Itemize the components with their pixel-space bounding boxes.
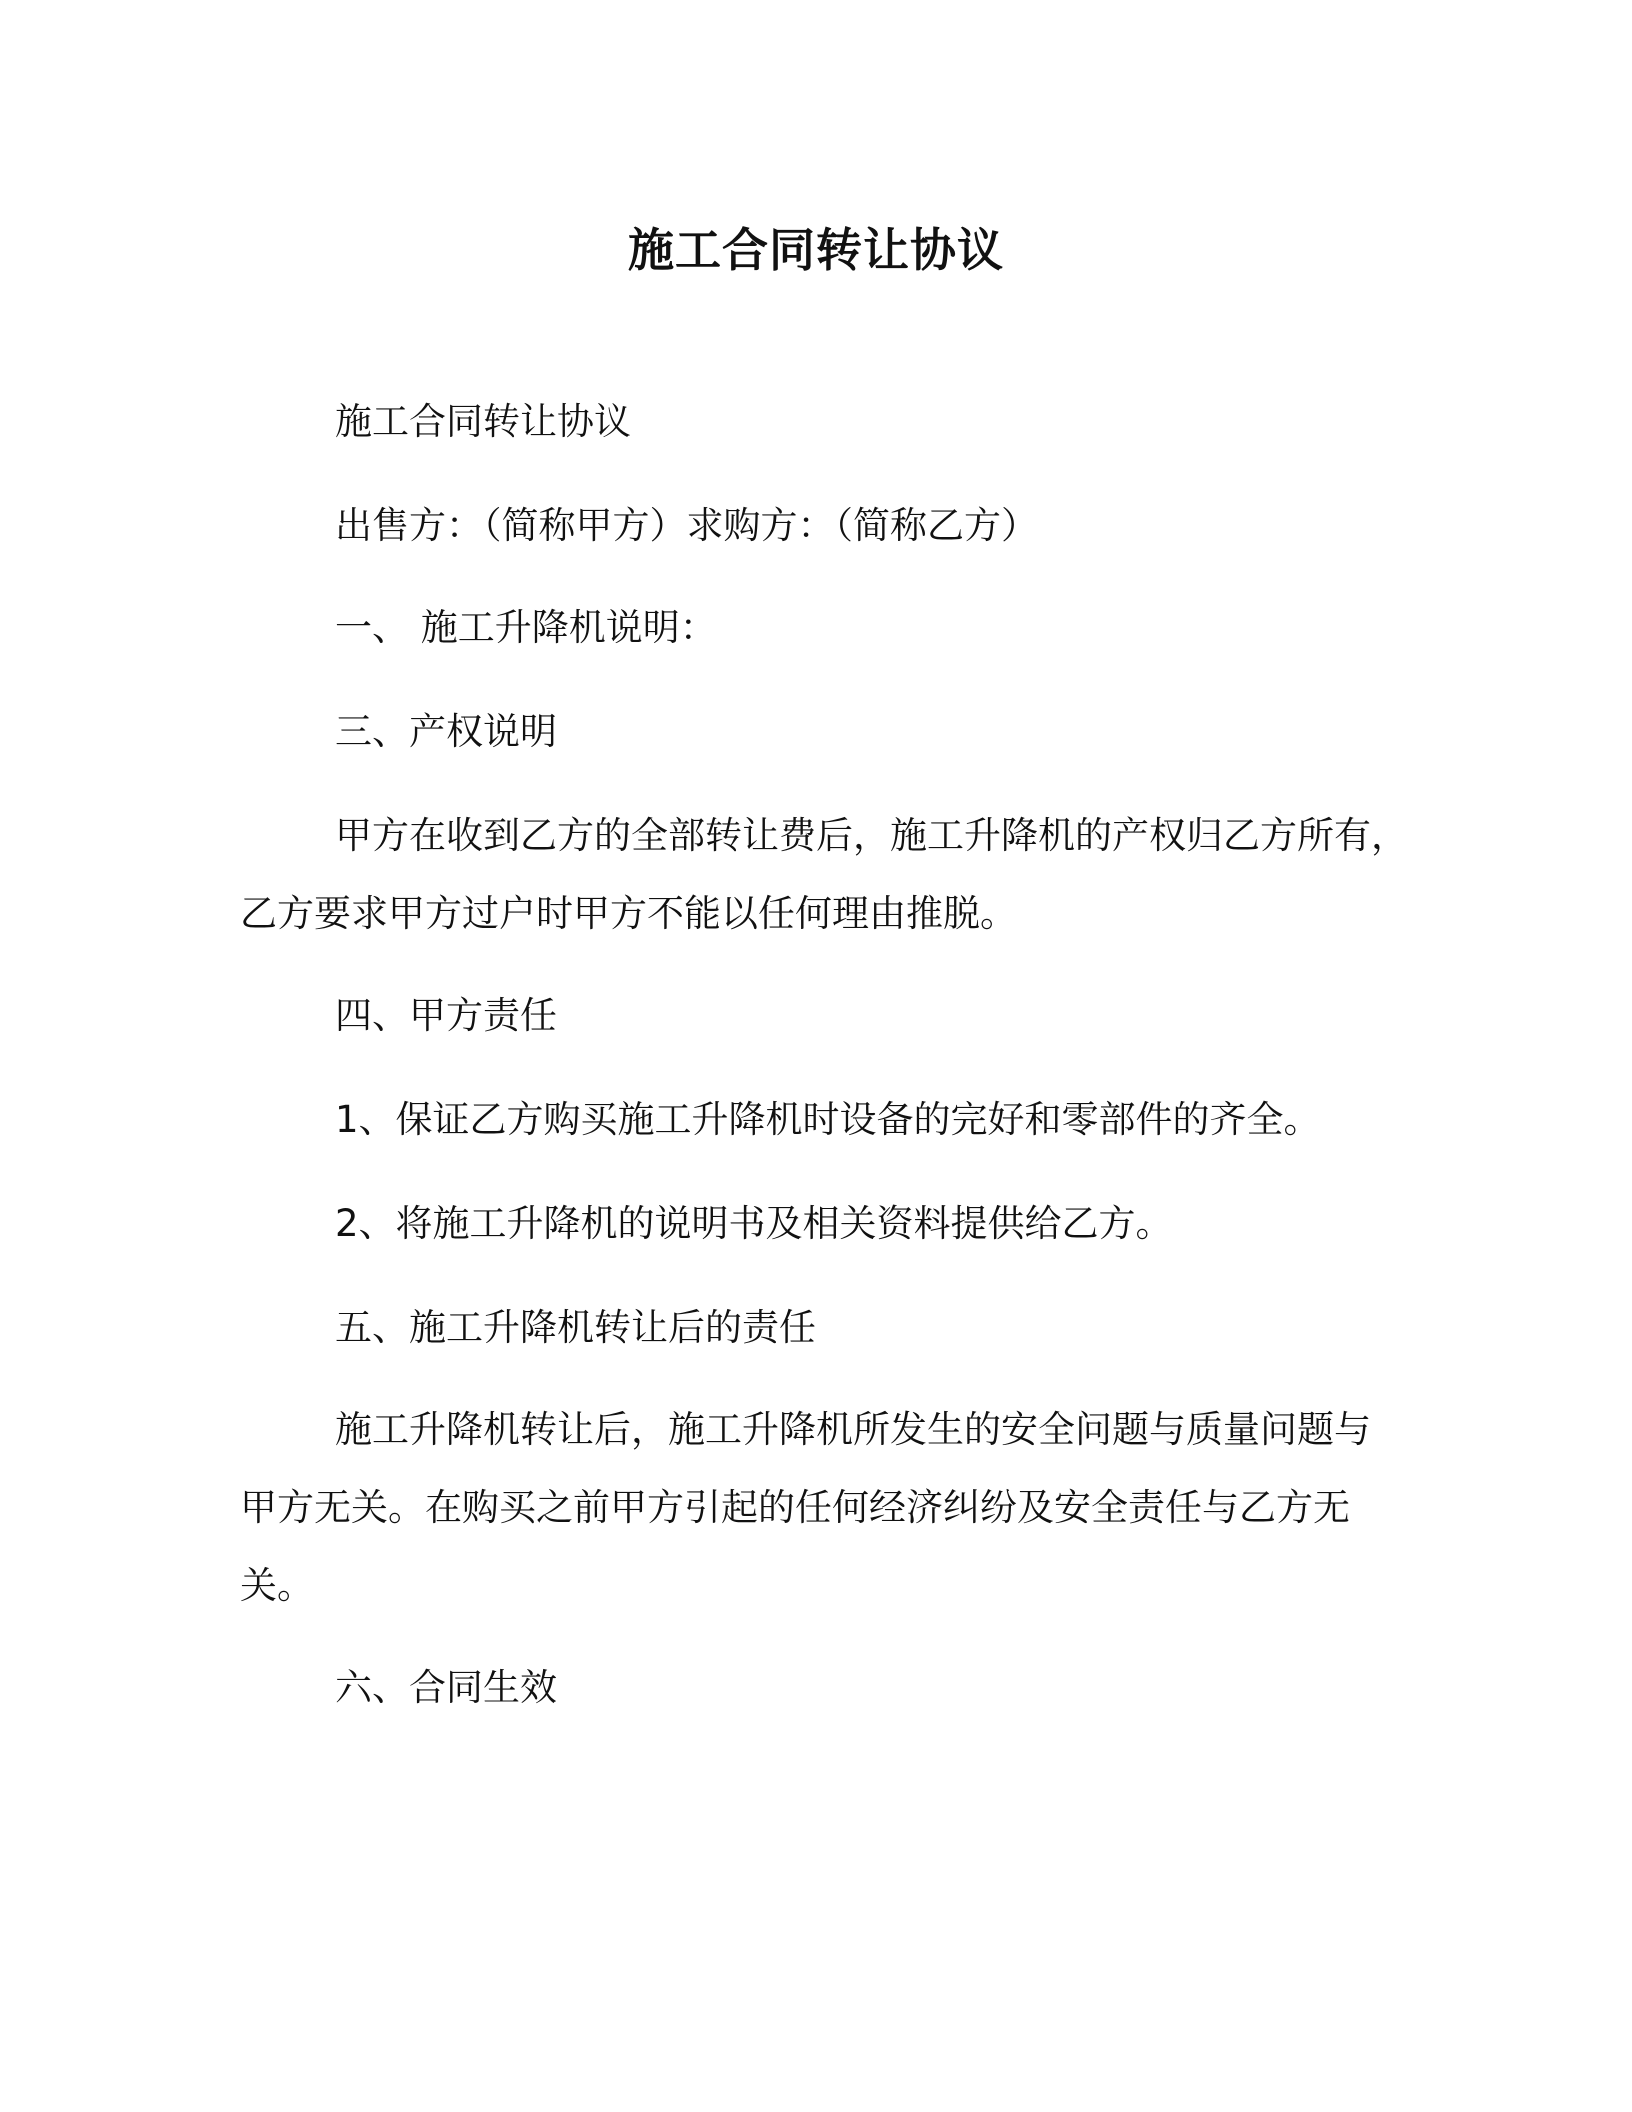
- paragraph-line: 关。: [240, 1564, 314, 1607]
- list-item: 2、将施工升降机的说明书及相关资料提供给乙方。: [335, 1202, 1173, 1245]
- document-title: 施工合同转让协议: [628, 223, 1004, 277]
- paragraph-line: 乙方要求甲方过户时甲方不能以任何理由推脱。: [240, 892, 1017, 935]
- section-heading-5: 五、施工升降机转让后的责任: [335, 1306, 816, 1349]
- paragraph-line: 甲方无关。在购买之前甲方引起的任何经济纠纷及安全责任与乙方无: [240, 1486, 1350, 1529]
- section-heading-6: 六、合同生效: [335, 1666, 557, 1709]
- paragraph-line: 甲方在收到乙方的全部转让费后，施工升降机的产权归乙方所有，: [335, 814, 1408, 857]
- list-item: 1、保证乙方购买施工升降机时设备的完好和零部件的齐全。: [335, 1098, 1321, 1141]
- parties-line: 出售方：（简称甲方）求购方：（简称乙方）: [335, 504, 1038, 547]
- section-heading-4: 四、甲方责任: [335, 994, 557, 1037]
- subtitle-line: 施工合同转让协议: [335, 400, 631, 443]
- section-heading-3: 三、产权说明: [335, 710, 557, 753]
- section-heading-1: 一、 施工升降机说明：: [335, 606, 717, 649]
- paragraph-line: 施工升降机转让后，施工升降机所发生的安全问题与质量问题与: [335, 1408, 1371, 1451]
